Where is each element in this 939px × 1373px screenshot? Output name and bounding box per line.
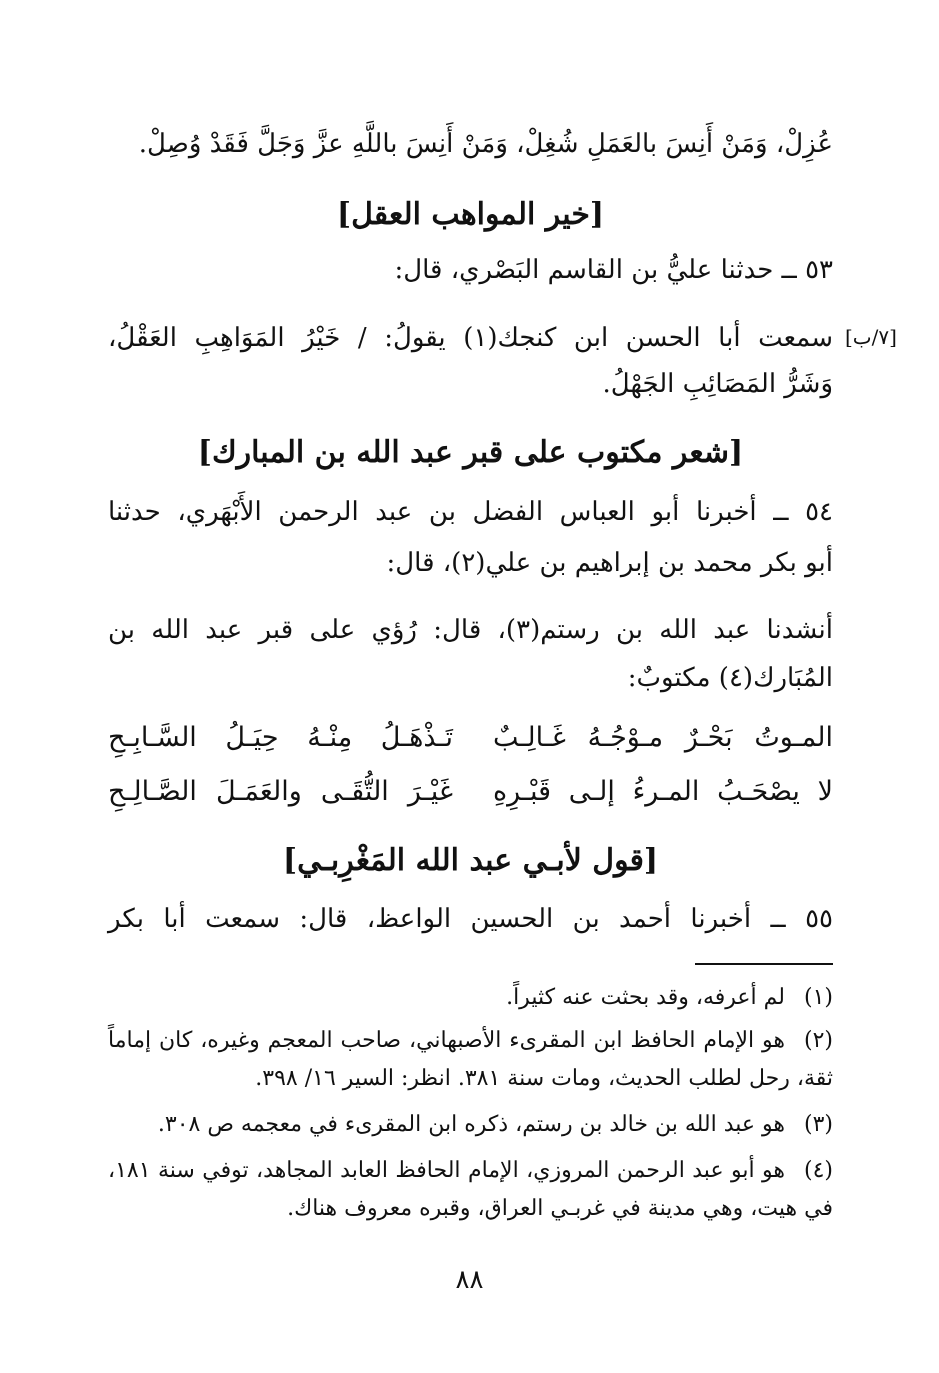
verse-row — [108, 714, 833, 762]
footnote — [108, 1023, 833, 1095]
verse-second-hemistich: تَـذْهَـلُ مِنْـهُ حِيَـلُ السَّـابِـحِ — [108, 722, 453, 753]
footnote-number: (٤) — [803, 1158, 833, 1183]
footnote — [108, 1107, 833, 1143]
footnote-number: (١) — [803, 985, 833, 1010]
item-55-line: ٥٥ ــ أخبرنا أحمد بن الحسين الواعظ، قال: سمعت أبا بكر — [108, 904, 833, 934]
verse-row — [108, 768, 833, 816]
paragraph-line: أنشدنا عبد الله بن رستم(٣)، قال: رُؤي على قبر عبد الله بن — [108, 615, 833, 645]
footnote-text: هو أبو عبد الرحمن المروزي، الإمام الحافظ العابد المجاهد، توفي سنة ١٨١، — [108, 1158, 785, 1183]
footnote-number: (٢) — [803, 1028, 833, 1053]
paragraph-line: سمعت أبا الحسن ابن كنجك(١) يقولُ: / خَيْرُ المَوَاهِبِ العَقْلُ، — [108, 323, 833, 353]
footnote-text-continued: في هيت، وهي مدينة في غربـي العراق، وقبره معروف هناك. — [287, 1196, 833, 1221]
footnote-text: لم أعرفه، وقد بحثت عنه كثيراً. — [506, 985, 785, 1010]
item-54-line: أبو بكر محمد بن إبراهيم بن علي(٢)، قال: — [386, 548, 833, 578]
verse-first-hemistich: لا يصْحَـبُ المـرءُ إلـى قَبْـرِهِ — [493, 776, 833, 807]
footnote-text: هو الإمام الحافظ ابن المقرىء الأصبهاني، صاحب المعجم وغيره، كان إماماً — [108, 1028, 785, 1053]
section-heading: [خير المواهب العقل] — [336, 197, 605, 232]
footnote-text-continued: ثقة، رحل لطلب الحديث، ومات سنة ٣٨١. انظر: السير ١٦/ ٣٩٨. — [255, 1066, 833, 1091]
verse-second-hemistich: غَيْـرَ التُّقَـى والعَمَـلَ الصَّـالِـحِ — [108, 776, 453, 807]
item-53-line: ٥٣ ــ حدثنا عليُّ بن القاسم البَصْري، قال: — [394, 255, 833, 285]
footnote — [108, 980, 833, 1016]
footnote — [108, 1153, 833, 1225]
item-54-line: ٥٤ ــ أخبرنا أبو العباس الفضل بن عبد الرحمن الأَبْهَري، حدثنا — [108, 497, 833, 527]
section-heading: [شعر مكتوب على قبر عبد الله بن المبارك] — [197, 435, 744, 470]
page-number: ٨٨ — [455, 1265, 484, 1295]
footnote-text: هو عبد الله بن خالد بن رستم، ذكره ابن المقرىء في معجمه ص ٣٠٨. — [157, 1112, 785, 1137]
paragraph-line: وَشَرُّ المَصَائِبِ الجَهْلُ. — [602, 369, 833, 399]
section-heading: [قول لأبـي عبد الله المَغْرِبـي] — [282, 843, 659, 878]
margin-folio-note: [٧/ب] — [845, 325, 897, 349]
footnote-number: (٣) — [803, 1112, 833, 1137]
opening-line: عُزِلْ، وَمَنْ أَنِسَ بالعَمَلِ شُغِلْ، وَمَنْ أَنِسَ باللَّهِ عزَّ وَجَلَّ فَقَدْ وُصِلْ. — [138, 129, 833, 159]
verse-first-hemistich: المـوتُ بَحْـرٌ مـوْجُـهُ غَـالِـبٌ — [493, 722, 833, 753]
paragraph-line: المُبَارك(٤) مكتوبٌ: — [627, 663, 833, 693]
footnote-separator — [695, 963, 833, 965]
